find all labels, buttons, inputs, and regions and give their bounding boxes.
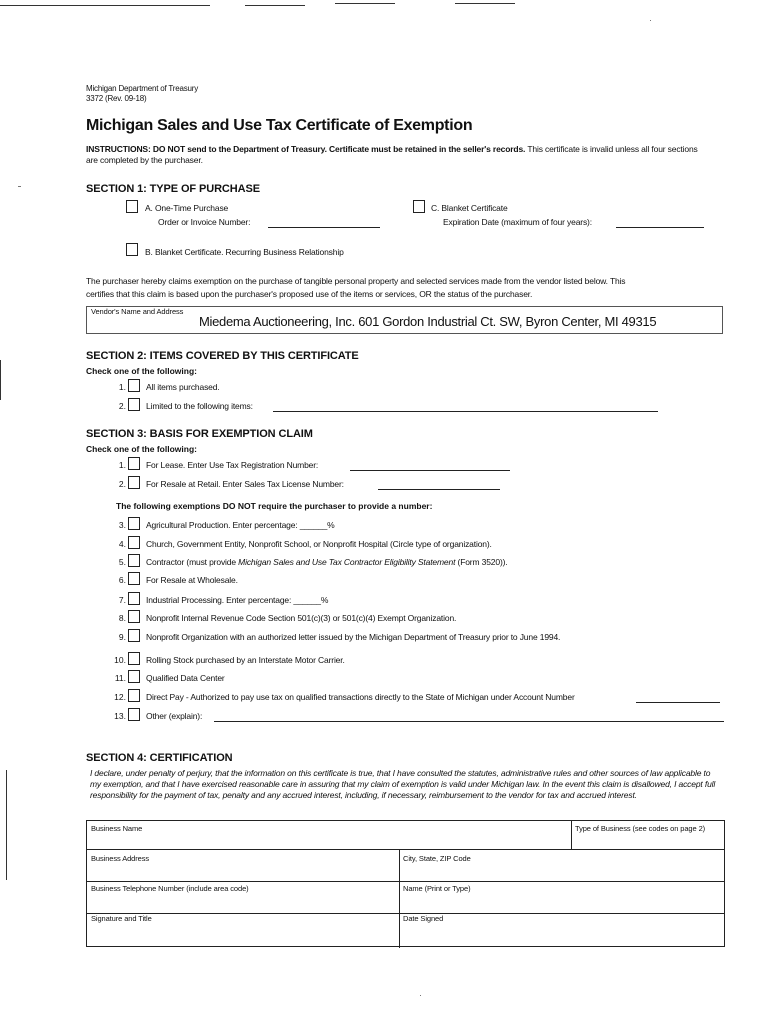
scan-artifact-line xyxy=(245,5,305,6)
nonprofit-501c-checkbox[interactable] xyxy=(128,610,140,623)
s3-item-num: 7. xyxy=(118,595,126,605)
grid-col-divider xyxy=(399,849,400,948)
scan-artifact-edge xyxy=(0,360,1,400)
nonprofit-letter-checkbox[interactable] xyxy=(128,629,140,642)
s3-item-label: Rolling Stock purchased by an Interstate Motor Carrier. xyxy=(146,655,345,665)
direct-pay-checkbox[interactable] xyxy=(128,689,140,702)
option-a-label: A. One-Time Purchase xyxy=(145,203,229,213)
certification-grid xyxy=(86,820,725,947)
qualified-data-center-checkbox[interactable] xyxy=(128,670,140,683)
s3-item-label: Industrial Processing. Enter percentage: ______% xyxy=(146,595,329,605)
contractor-label-pre: Contractor (must provide xyxy=(146,557,239,567)
section4-heading: SECTION 4: CERTIFICATION xyxy=(86,752,233,764)
s3-item-label: For Resale at Wholesale. xyxy=(146,575,238,585)
industrial-processing-checkbox[interactable] xyxy=(128,592,140,605)
grid-row-divider xyxy=(87,849,724,850)
rolling-stock-checkbox[interactable] xyxy=(128,652,140,665)
s3-item-label: For Resale at Retail. Enter Sales Tax License Number: xyxy=(146,479,344,489)
city-state-zip-field[interactable]: City, State, ZIP Code xyxy=(403,854,471,863)
instructions xyxy=(86,144,706,166)
option-a-sub-label: Order or Invoice Number: xyxy=(158,217,251,227)
certification-declaration: I declare, under penalty of perjury, that the information on this certificate is true, that I have consulted the statutes, administrative rules and other sources of law applicable to my exemption, and that I have exercised reasonable care in assuring that my claim of exemption is valid under Michigan law. In the event this claim is disallowed, I accept full responsibility for the payment of tax, penalty and any accrued interest, including, if necessary, reimbursement to the vendor for tax and accrued interest. xyxy=(90,768,716,800)
church-government-checkbox[interactable] xyxy=(128,536,140,549)
scan-speck xyxy=(650,20,651,21)
option-b-label: B. Blanket Certificate. Recurring Business Relationship xyxy=(145,247,344,257)
scan-artifact-edge xyxy=(6,770,7,880)
s3-item-num: 1. xyxy=(118,460,126,470)
s2-item-label: Limited to the following items: xyxy=(146,401,253,411)
s3-item-num: 6. xyxy=(118,575,126,585)
department-name: Michigan Department of Treasury xyxy=(86,84,199,93)
no-number-note: The following exemptions DO NOT require the purchaser to provide a number: xyxy=(116,501,433,511)
option-c-label: C. Blanket Certificate xyxy=(431,203,508,213)
s3-item-label xyxy=(146,557,508,567)
section1-heading: SECTION 1: TYPE OF PURCHASE xyxy=(86,183,260,195)
resale-retail-checkbox[interactable] xyxy=(128,476,140,489)
form-number: 3372 (Rev. 09-18) xyxy=(86,94,147,103)
one-time-purchase-checkbox[interactable] xyxy=(126,200,138,213)
s3-item-num: 2. xyxy=(118,479,126,489)
date-signed-field[interactable]: Date Signed xyxy=(403,914,444,923)
instructions-rest: This certificate is invalid unless all four sections are completed by the purchaser. xyxy=(86,144,698,165)
other-checkbox[interactable] xyxy=(128,708,140,721)
for-lease-checkbox[interactable] xyxy=(128,457,140,470)
other-explain-field[interactable] xyxy=(214,712,724,722)
resale-wholesale-checkbox[interactable] xyxy=(128,572,140,585)
s3-item-num: 9. xyxy=(118,632,126,642)
s3-item-label: Church, Government Entity, Nonprofit School, or Nonprofit Hospital (Circle type of organization). xyxy=(146,539,492,549)
limited-items-field[interactable] xyxy=(273,402,658,412)
scan-speck xyxy=(18,186,21,187)
s3-item-num: 5. xyxy=(118,557,126,567)
claim-text-line2: certifies that this claim is based upon the purchaser's proposed use of the items or services, OR the status of the purchaser. xyxy=(86,289,533,299)
s3-item-num: 4. xyxy=(118,539,126,549)
vendor-name-address-field[interactable]: Miedema Auctioneering, Inc. 601 Gordon Industrial Ct. SW, Byron Center, MI 49315 xyxy=(199,314,657,329)
instructions-bold: INSTRUCTIONS: DO NOT send to the Department of Treasury. Certificate must be retained in the seller's records. xyxy=(86,144,526,154)
contractor-checkbox[interactable] xyxy=(128,554,140,567)
scan-artifact-line xyxy=(455,3,515,4)
s3-item-num: 3. xyxy=(118,520,126,530)
contractor-label-post: (Form 3520)). xyxy=(455,557,508,567)
blanket-certificate-checkbox[interactable] xyxy=(413,200,425,213)
section2-heading: SECTION 2: ITEMS COVERED BY THIS CERTIFICATE xyxy=(86,350,359,362)
s3-item-label: Other (explain): xyxy=(146,711,203,721)
limited-items-checkbox[interactable] xyxy=(128,398,140,411)
vendor-label: Vendor's Name and Address xyxy=(91,307,184,316)
business-address-field[interactable]: Business Address xyxy=(91,854,150,863)
grid-col-divider xyxy=(571,821,572,849)
section2-check-one: Check one of the following: xyxy=(86,366,197,376)
telephone-field[interactable]: Business Telephone Number (include area code) xyxy=(91,884,249,893)
scan-artifact-line xyxy=(335,3,395,4)
agricultural-production-checkbox[interactable] xyxy=(128,517,140,530)
form-title: Michigan Sales and Use Tax Certificate of Exemption xyxy=(86,117,473,134)
type-of-business-field[interactable]: Type of Business (see codes on page 2) xyxy=(575,824,706,833)
signature-title-field[interactable]: Signature and Title xyxy=(91,914,152,923)
s2-item-num: 2. xyxy=(118,401,126,411)
s3-item-label: Nonprofit Organization with an authorized letter issued by the Michigan Department of Treasury prior to June 1994. xyxy=(146,632,561,642)
s3-item-num: 11. xyxy=(114,673,126,683)
all-items-checkbox[interactable] xyxy=(128,379,140,392)
s3-item-label: For Lease. Enter Use Tax Registration Number: xyxy=(146,460,319,470)
s3-item-label: Agricultural Production. Enter percentage: ______% xyxy=(146,520,335,530)
option-c-sub-label: Expiration Date (maximum of four years): xyxy=(443,217,592,227)
vendor-box xyxy=(86,306,723,334)
scan-artifact-line xyxy=(0,5,210,6)
business-name-field[interactable]: Business Name xyxy=(91,824,143,833)
s2-item-label: All items purchased. xyxy=(146,382,220,392)
use-tax-registration-field[interactable] xyxy=(350,461,510,471)
section3-check-one: Check one of the following: xyxy=(86,444,197,454)
section3-heading: SECTION 3: BASIS FOR EXEMPTION CLAIM xyxy=(86,428,313,440)
s2-item-num: 1. xyxy=(118,382,126,392)
s3-item-num: 13. xyxy=(114,711,126,721)
s3-item-num: 8. xyxy=(118,613,126,623)
scan-speck xyxy=(420,995,421,996)
print-name-field[interactable]: Name (Print or Type) xyxy=(403,884,471,893)
s3-item-label: Direct Pay - Authorized to pay use tax on qualified transactions directly to the State of Michigan under Account Number xyxy=(146,692,575,702)
recurring-blanket-checkbox[interactable] xyxy=(126,243,138,256)
s3-item-num: 12. xyxy=(114,692,126,702)
expiration-date-field[interactable] xyxy=(616,218,704,228)
s3-item-num: 10. xyxy=(114,655,126,665)
contractor-label-italic: Michigan Sales and Use Tax Contractor Eligibility Statement xyxy=(238,557,456,567)
claim-text-line1: The purchaser hereby claims exemption on the purchase of tangible personal property and selected services made from the vendor listed below. This xyxy=(86,276,626,286)
invoice-number-field[interactable] xyxy=(268,218,380,228)
direct-pay-account-field[interactable] xyxy=(636,693,720,703)
s3-item-label: Qualified Data Center xyxy=(146,673,225,683)
grid-row-divider xyxy=(87,881,724,882)
s3-item-label: Nonprofit Internal Revenue Code Section 501(c)(3) or 501(c)(4) Exempt Organization. xyxy=(146,613,457,623)
sales-tax-license-field[interactable] xyxy=(378,480,500,490)
